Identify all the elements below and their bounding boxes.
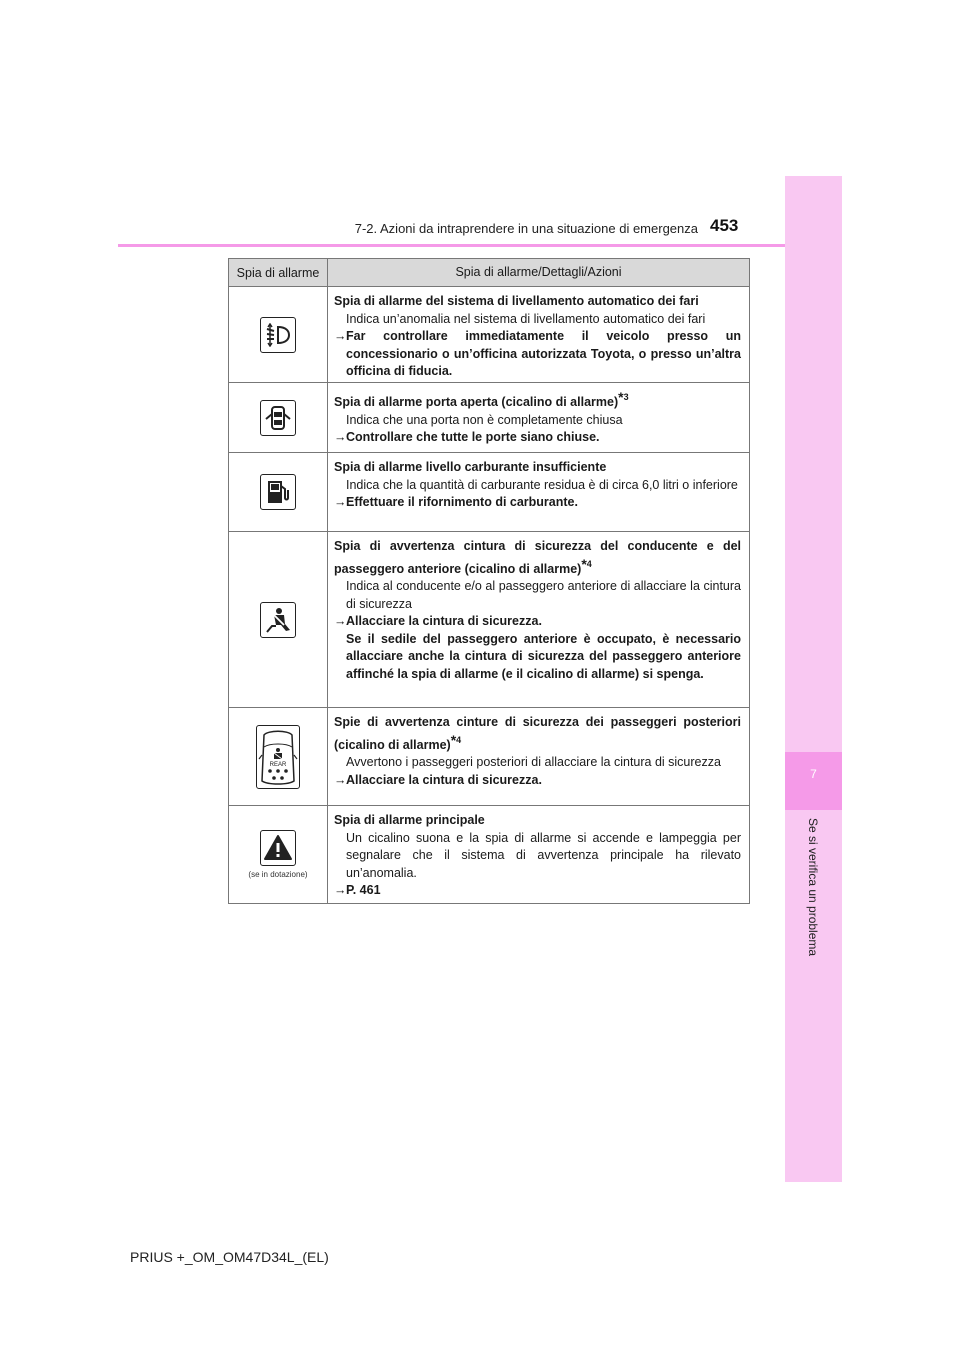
row-action: Far controllare immediatamente il veicolo presso un concessionario o un’officina autorizzata Toyota, o presso un’altra officina di fiducia.	[346, 329, 741, 378]
row-title: Spia di allarme del sistema di livellamento automatico dei fari	[334, 294, 699, 308]
row-action: Controllare che tutte le porte siano chiuse.	[346, 430, 600, 444]
row-description: Un cicalino suona e la spia di allarme si accende e lampeggia per segnalare che il sistema di avvertenza principale ha rilevato un’anomalia.	[346, 830, 741, 880]
column-header-details: Spia di allarme/Dettagli/Azioni	[455, 264, 622, 279]
row-description: Indica che una porta non è completamente chiusa	[346, 412, 623, 427]
arrow-icon: →	[334, 614, 347, 628]
row-note: Se il sedile del passeggero anteriore è occupato, è necessario allacciare anche la cintura di sicurezza del passeggero anteriore affinché la spia di allarme (e il cicalino di allarme) si spenga.	[346, 631, 741, 681]
table-row: Spia di avvertenza cintura di sicurezza del conducente e del passeggero anteriore (cicalino di allarme)$^{*4}$ Indica al conducente e/o al passeggero anteriore di allacciare la cintura di sicurezza → Allacciare la cintura di sicurezza. Se il sedile del passeggero anteriore è occupato, è necessario allacciare anche la cintura di sicurezza del passeggero anteriore affinché la spia di allarme (e il cicalino di allarme) si spenga.	[229, 531, 749, 707]
rear-seatbelt-icon	[256, 725, 300, 789]
arrow-icon: →	[334, 430, 347, 444]
headlight-leveling-icon	[260, 317, 296, 353]
chapter-number: 7	[810, 767, 817, 781]
chapter-side-tab-active[interactable]	[785, 752, 842, 810]
table-row	[229, 805, 749, 903]
row-title: Spia di allarme principale	[334, 813, 485, 827]
row-title: Spia di allarme livello carburante insufficiente	[334, 460, 607, 474]
fuel-pump-icon	[260, 474, 296, 510]
arrow-icon: →	[334, 883, 347, 897]
table-header-row	[229, 259, 749, 286]
row-action: Effettuare il rifornimento di carburante.	[346, 495, 578, 509]
warning-triangle-icon	[260, 830, 296, 866]
model-code: PRIUS +_OM_OM47D34L_(EL)	[130, 1249, 329, 1265]
row-title: Spie di avvertenza cinture di sicurezza dei passeggeri posteriori (cicalino di allarme)	[334, 715, 741, 752]
warning-light-table	[228, 258, 750, 904]
row-description: Avvertono i passeggeri posteriori di allacciare la cintura di sicurezza	[346, 755, 721, 769]
arrow-icon: →	[334, 329, 347, 343]
arrow-icon: →	[334, 772, 347, 787]
column-header-light: Spia di allarme	[229, 259, 328, 286]
row-title: Spia di avvertenza cintura di sicurezza del conducente e del passeggero anteriore (cicalino di allarme)	[334, 539, 741, 576]
page-number: 453	[710, 216, 739, 235]
page-reference-link[interactable]: P. 461	[346, 883, 381, 897]
row-action: Allacciare la cintura di sicurezza.	[346, 772, 542, 787]
footnote-ref: 3	[623, 392, 629, 402]
seatbelt-icon	[260, 602, 296, 638]
row-action: Allacciare la cintura di sicurezza.	[346, 614, 542, 628]
arrow-icon: →	[334, 495, 347, 509]
row-title: Spia di allarme porta aperta (cicalino di allarme)	[334, 395, 619, 409]
chapter-label: Se si verifica un problema	[806, 818, 820, 957]
table-row	[229, 452, 749, 531]
section-title: 7-2. Azioni da intraprendere in una situazione di emergenza	[354, 221, 698, 236]
row-description: Indica un’anomalia nel sistema di livellamento automatico dei fari	[346, 311, 706, 326]
chapter-side-tab	[785, 176, 842, 1182]
door-open-icon	[260, 400, 296, 436]
table-row	[229, 286, 749, 382]
row-description: Indica al conducente e/o al passeggero anteriore di allacciare la cintura di sicurezza	[346, 579, 741, 611]
icon-note: (se in dotazione)	[248, 870, 308, 879]
table-row: Spia di allarme porta aperta (cicalino di allarme)$^{*3}$ Indica che una porta non è completamente chiusa → Controllare che tutte le porte siano chiuse.	[229, 382, 749, 452]
row-description: Indica che la quantità di carburante residua è di circa 6,0 litri o inferiore	[346, 477, 738, 492]
rear-label: REAR	[269, 761, 287, 768]
footnote-ref: 4	[586, 558, 592, 569]
table-row: REAR Spie di avvertenza cinture di sicurezza dei passeggeri posteriori (cicalino di allarme)$^{*4}$ Avvertono i passeggeri posteriori di allacciare la cintura di sicurezza → Allacciare la cintura di sicurezza.	[229, 707, 749, 805]
footnote-ref: 4	[456, 734, 462, 745]
header-rule	[118, 244, 785, 247]
